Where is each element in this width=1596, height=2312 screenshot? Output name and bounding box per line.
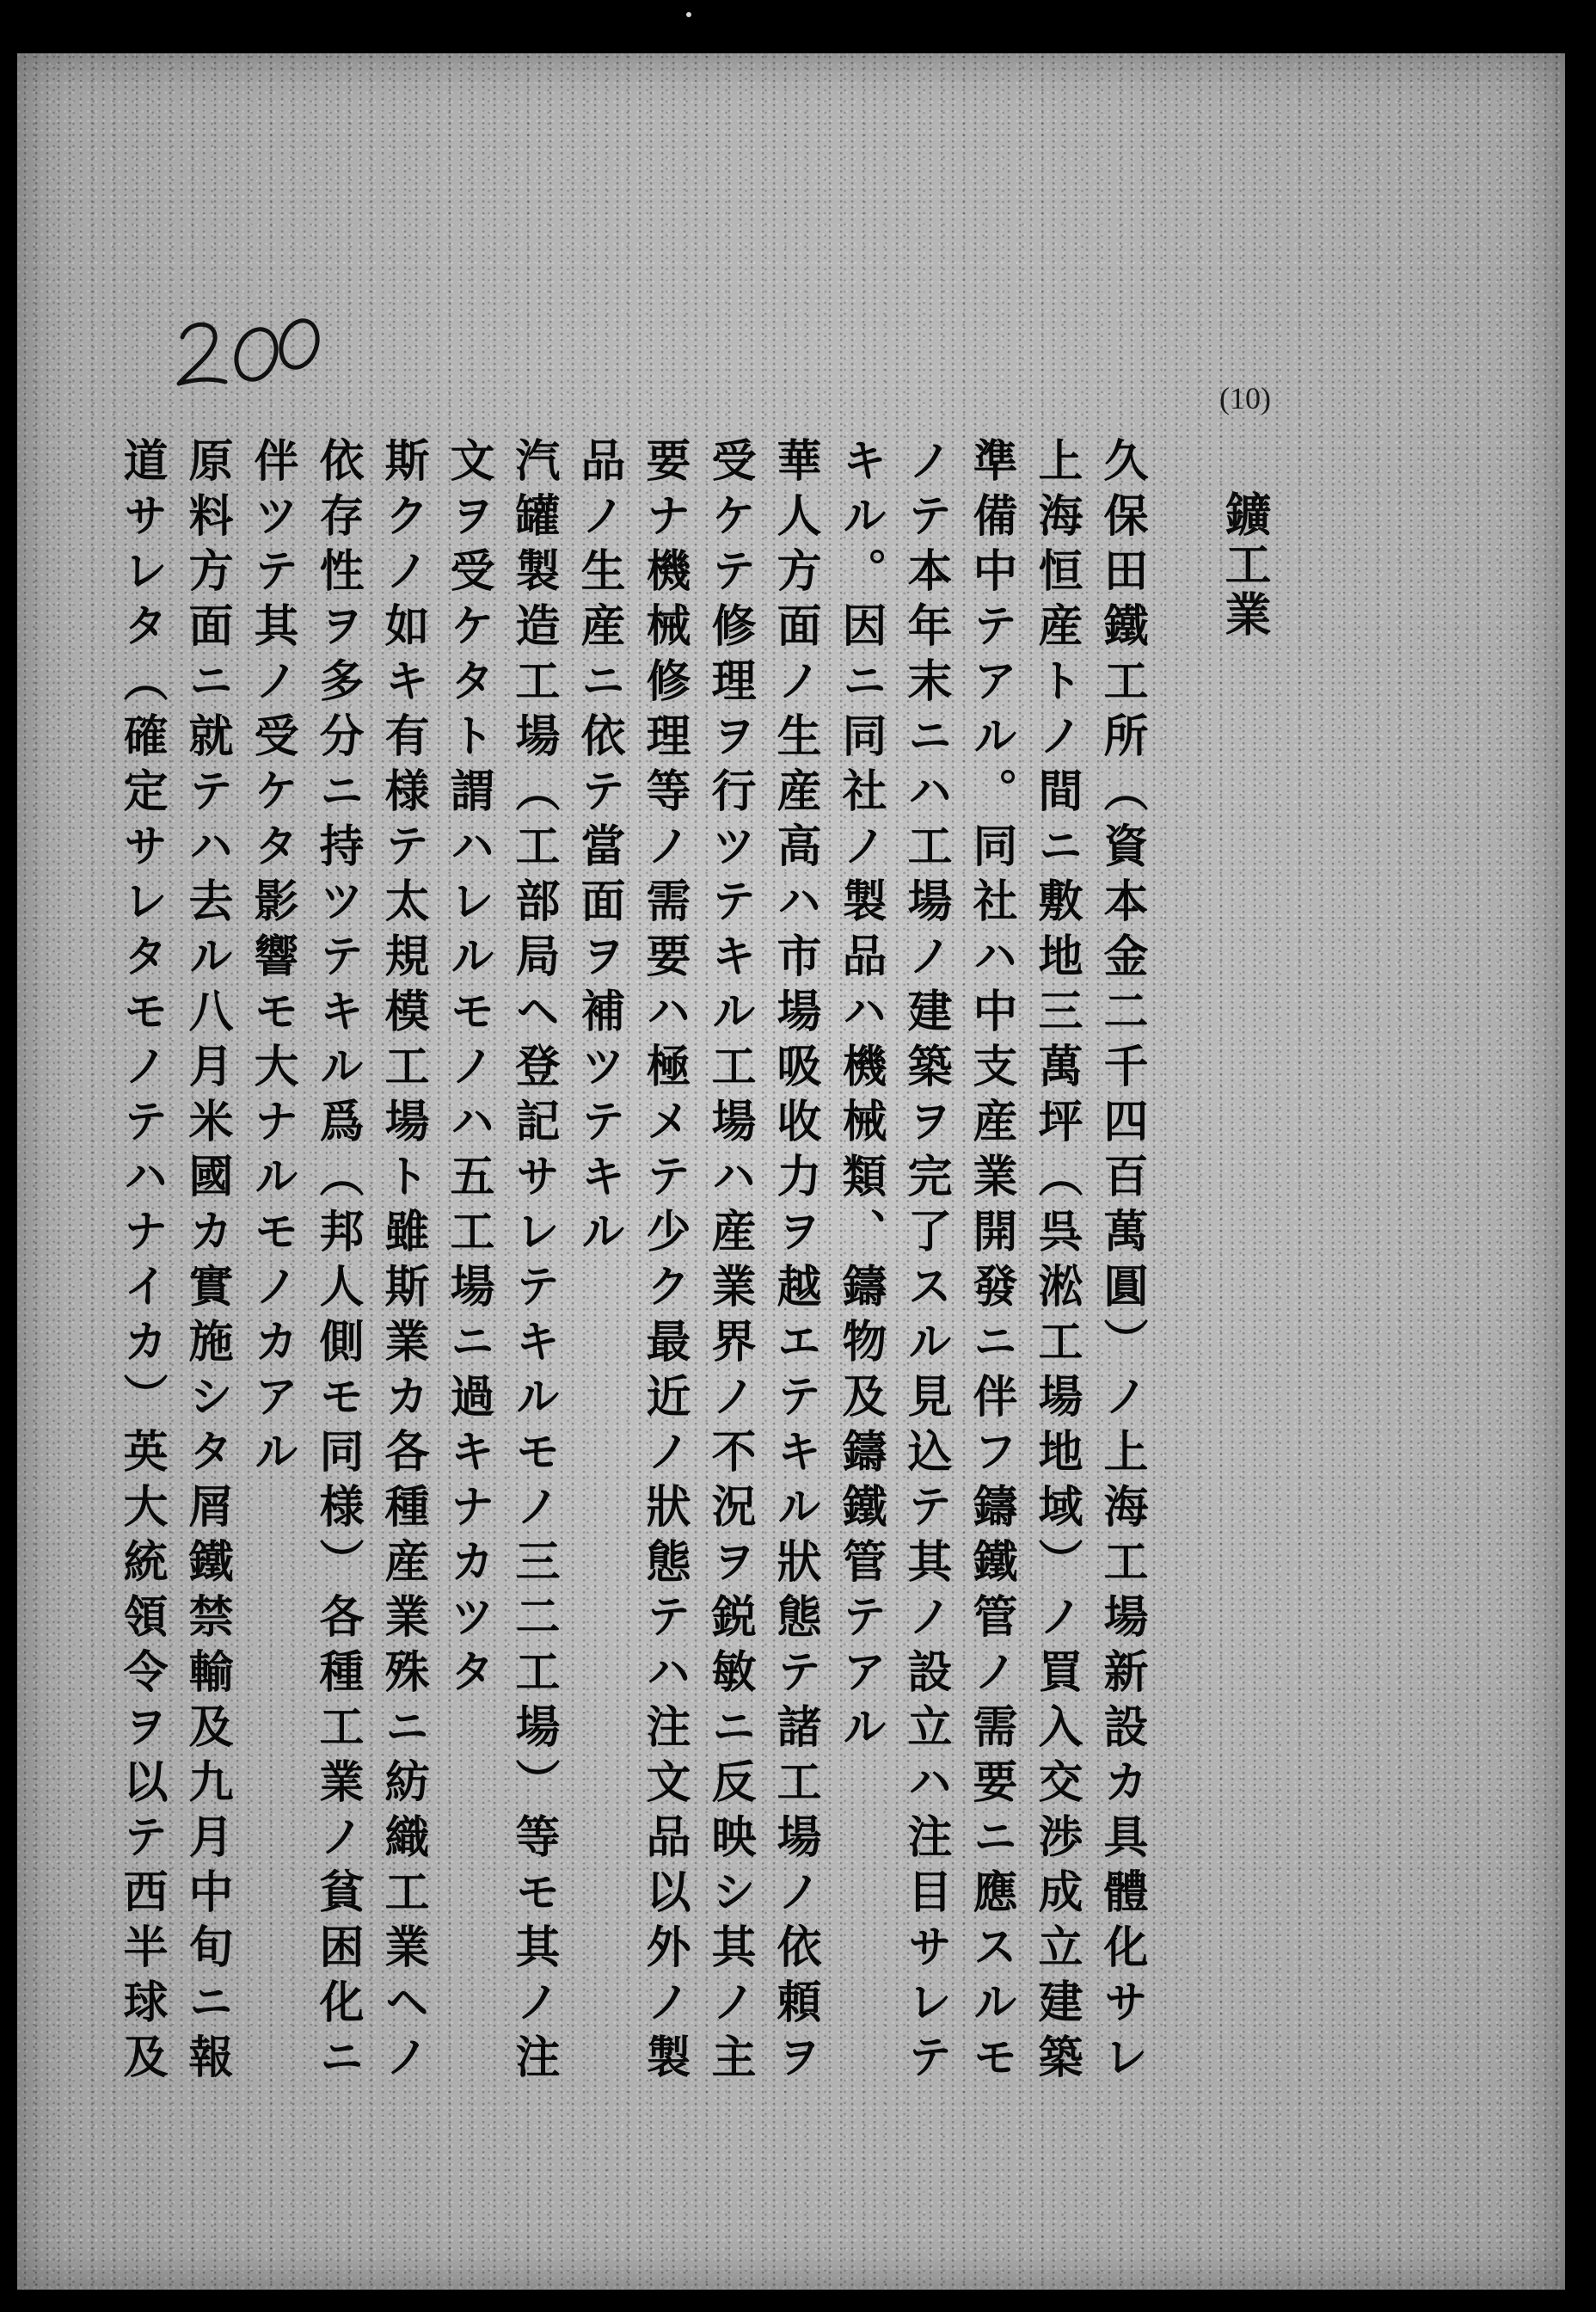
body-text: 久保田鐵工所（資本金二千四百萬圓）ノ上海工場新設カ具體化サレ 上海恒産トノ間ニ敷地三萬坪（呉淞工場地域）ノ買入交渉成立建築 準備中テアル。同社ハ中支産業開發ニ伴フ鑄鐵管ノ需要ニ應スルモ ノテ本年末ニハ工場ノ建築ヲ完了スル見込テ其ノ設立ハ注目サレテ キル。因ニ同社ノ製品ハ機械類、鑄物及鑄鐵管テアル 華人方面ノ生産高ハ市場吸收力ヲ越エテキル狀態テ諸工場ノ依頼ヲ 受ケテ修理ヲ行ツテキル工場ハ産業界ノ不況ヲ鋭敏ニ反映シ其ノ主 要ナ機械修理等ノ需要ハ極メテ少ク最近ノ狀態テハ注文品以外ノ製 品ノ生産ニ依テ當面ヲ補ツテキル 汽罐製造工場（工部局ヘ登記サレテキルモノ三二工場）等モ其ノ注 文ヲ受ケタト謂ハレルモノハ五工場ニ過キナカツタ 斯クノ如キ有様テ太規模工場ト雖斯業カ各種産業殊ニ紡織工業ヘノ 依存性ヲ多分ニ持ツテキル爲（邦人側モ同様）各種工業ノ貧困化ニ 伴ツテ其ノ受ケタ影響モ大ナルモノカアル 原料方面ニ就テハ去ル八月米國カ實施シタ屑鐵禁輸及九月中旬ニ報 道サレタ（確定サレタモノテハナイカ）英大統領令ヲ以テ西半球及 xyxy=(115,437,1148,2088)
handwritten-page-number xyxy=(172,301,327,404)
page-number: (10) xyxy=(1219,381,1271,415)
film-speck xyxy=(686,12,691,17)
section-heading: 鑛工業 xyxy=(1218,490,1273,640)
